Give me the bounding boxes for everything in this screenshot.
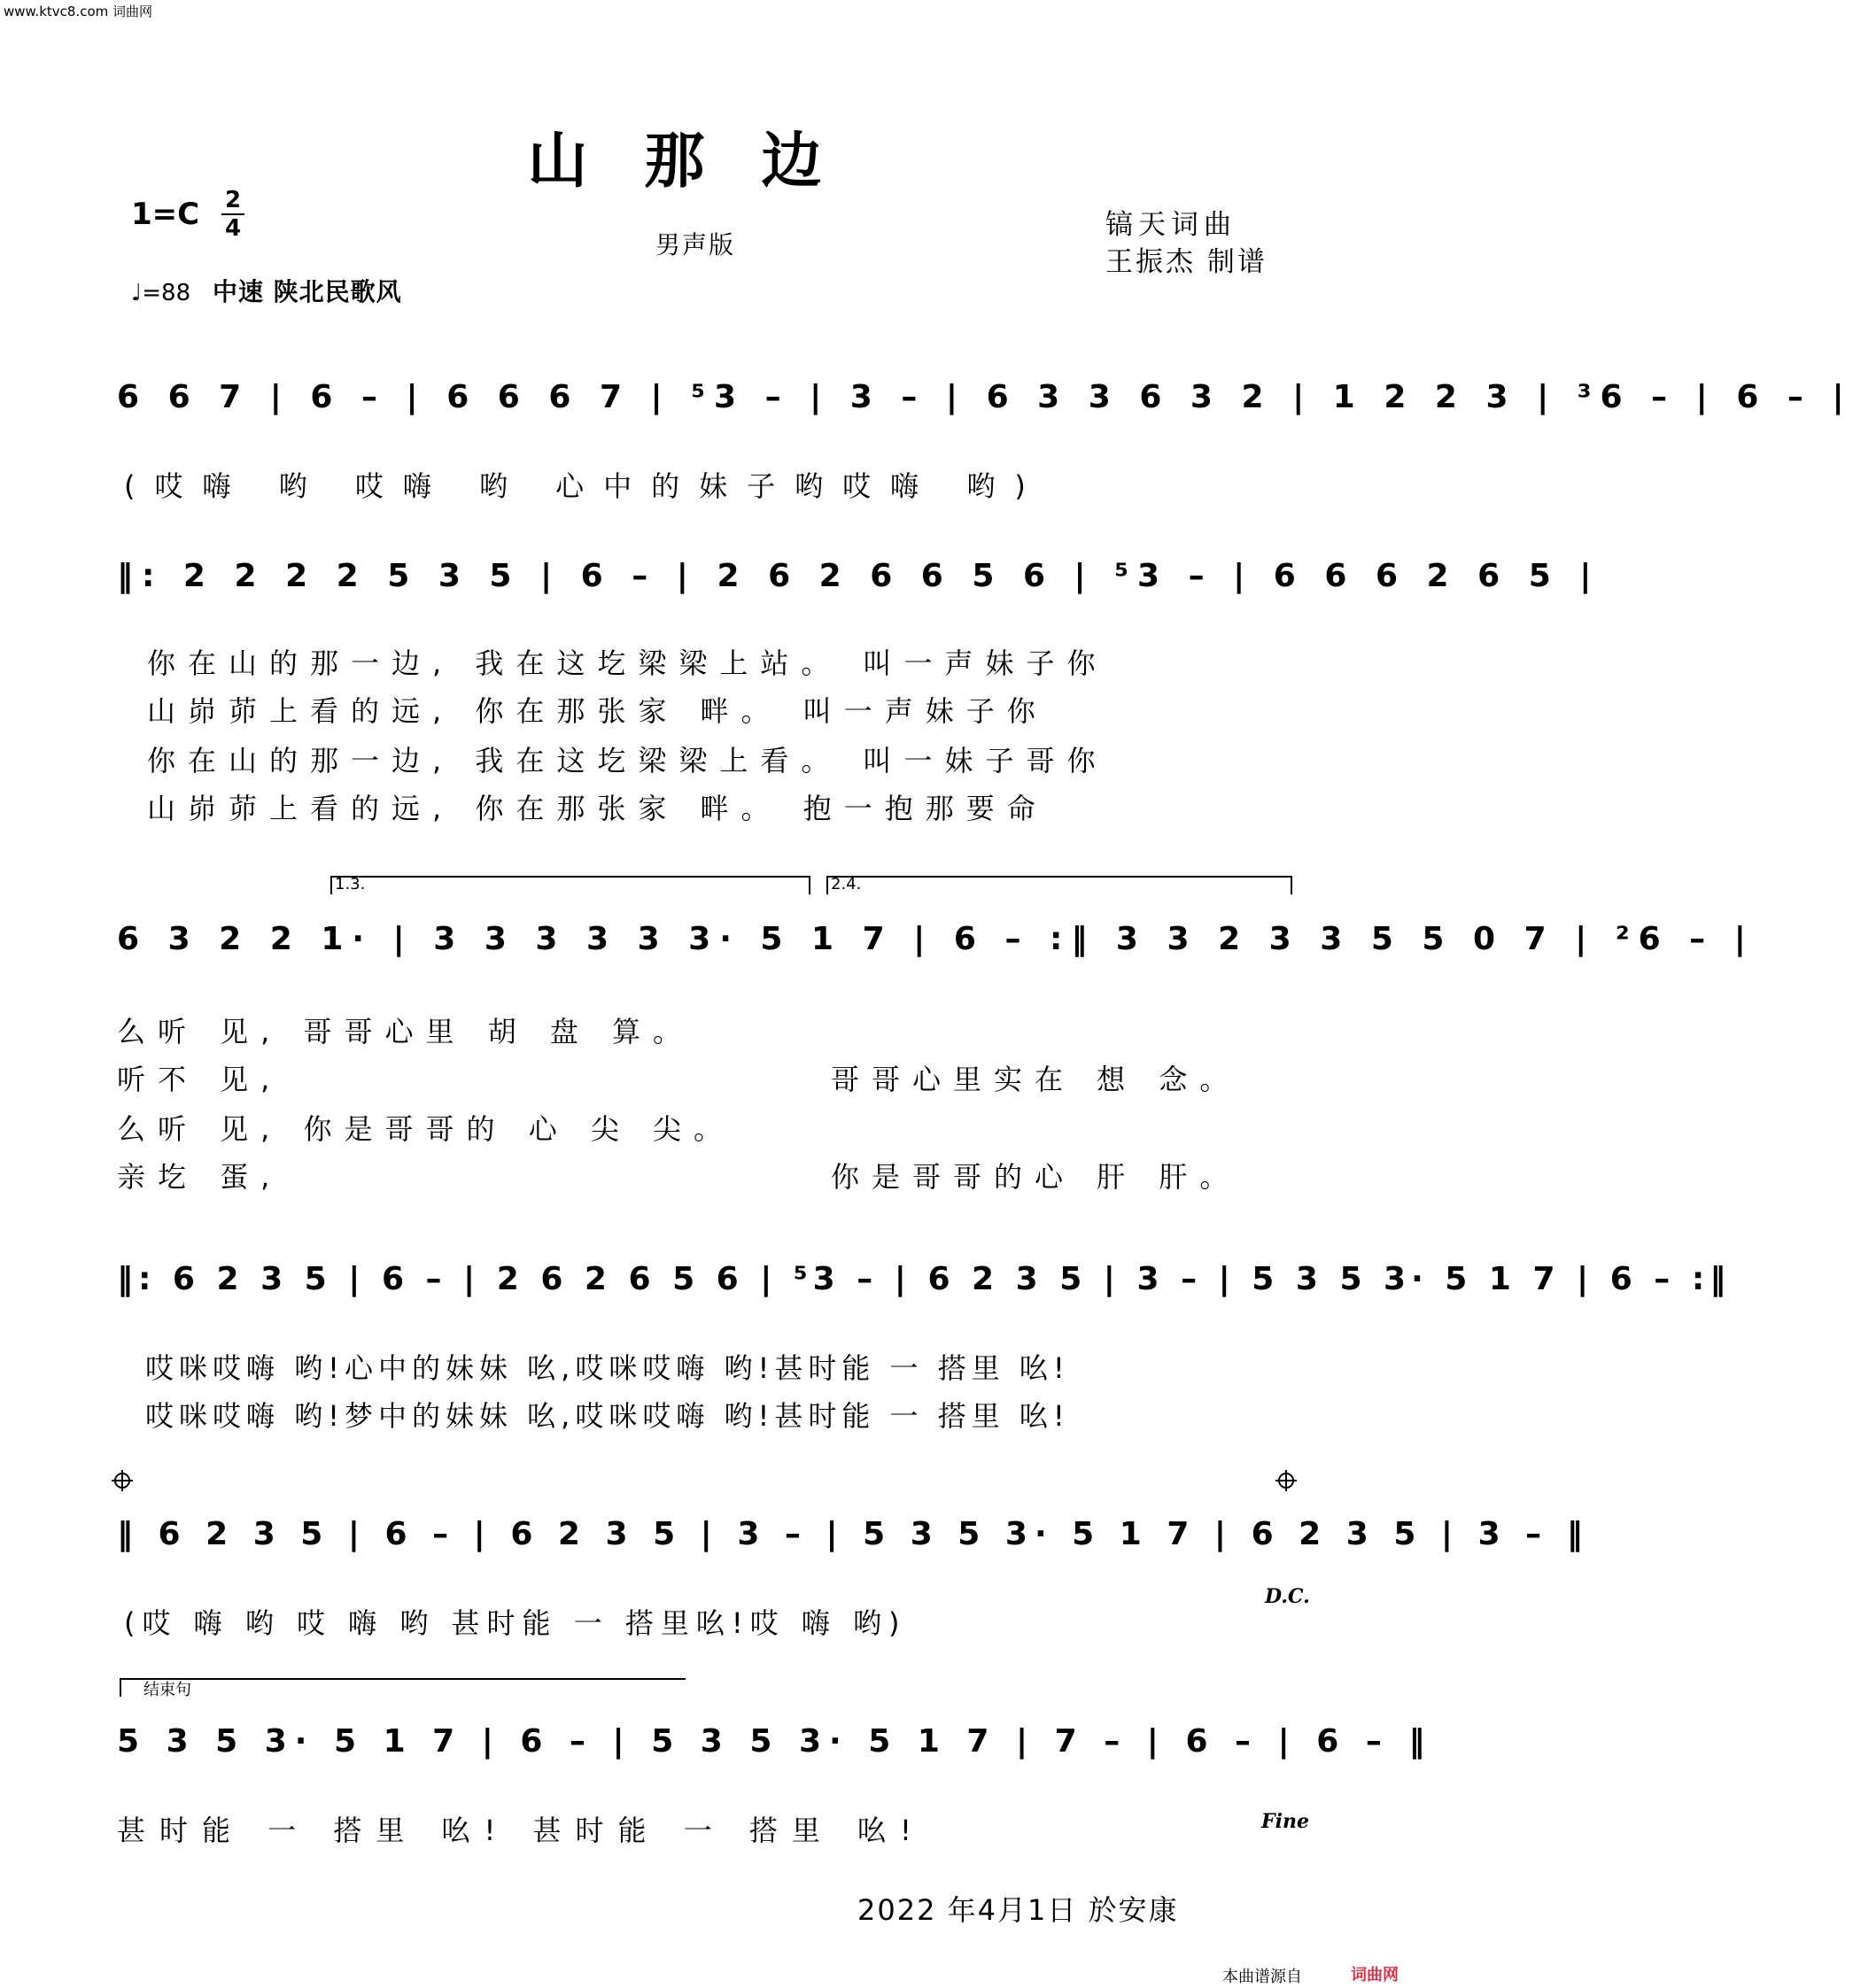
time-signature-bottom: 4	[224, 215, 242, 242]
volta-1-bracket	[331, 877, 810, 894]
notation-line-6: 5 3 5 3· 5 1 7 | 6 – | 5 3 5 3· 5 1 7 | 7 – | 6 – | 6 – ‖	[117, 1723, 1433, 1760]
lyric-line-4-verse-2: 哎咪哎嗨 哟!梦中的妹妹 吆,哎咪哎嗨 哟!甚时能 一 搭里 吆!	[145, 1399, 1070, 1433]
coda-mark-left	[112, 1470, 133, 1491]
version-label: 男声版	[655, 230, 736, 259]
arranger: 王振杰 制谱	[1105, 246, 1268, 278]
volta-2-label: 2.4.	[831, 875, 862, 893]
lyric-line-2-verse-3: 你在山的那一边, 我在这圪梁梁上看。 叫一妹子哥你	[147, 744, 1108, 777]
lyric-line-3-verse-2: 听不 见,	[117, 1063, 283, 1096]
tempo-description: 中速 陕北民歌风	[212, 277, 402, 306]
lyric-line-4-verse-1: 哎咪哎嗨 哟!心中的妹妹 吆,哎咪哎嗨 哟!甚时能 一 搭里 吆!	[145, 1351, 1070, 1385]
coda-mark-right	[1275, 1470, 1297, 1491]
lyric-line-3-verse-4: 亲圪 蛋,	[117, 1160, 283, 1194]
notation-line-3: 6 3 2 2 1· | 3 3 3 3 3 3· 5 1 7 | 6 – :‖ 3 3 2 3 3 5 5 0 7 | ²6 – |	[117, 921, 1755, 957]
notation-line-5: ‖ 6 2 3 5 | 6 – | 6 2 3 5 | 3 – | 5 3 5 3· 5 1 7 | 6 2 3 5 | 3 – ‖	[117, 1516, 1590, 1552]
fine-mark: Fine	[1261, 1810, 1309, 1833]
footer-logo: 词曲网	[1351, 1966, 1399, 1984]
lyric-line-2-verse-2: 山峁茆上看的远, 你在那张家 畔。 叫一声妹子你	[147, 694, 1048, 728]
date-signature: 2022 年4月1日 於安康	[857, 1893, 1179, 1927]
key-signature: 1=C	[131, 197, 200, 232]
tempo-bpm: ♩=88	[131, 280, 191, 306]
site-watermark: www.ktvc8.com 词曲网	[4, 4, 153, 19]
notation-line-2: ‖: 2 2 2 2 5 3 5 | 6 – | 2 6 2 6 6 5 6 | ⁵3 – | 6 6 6 2 6 5 |	[117, 558, 1601, 594]
dc-mark: D.C.	[1265, 1585, 1310, 1608]
lyric-line-6: 甚时能 一 搭里 吆! 甚时能 一 搭里 吆!	[117, 1814, 926, 1847]
volta-2-bracket	[827, 877, 1291, 894]
footer-source: 本曲谱源自	[1222, 1968, 1302, 1986]
lyric-line-5: (哎 嗨 哟 哎 嗨 哟 甚时能 一 搭里吆!哎 嗨 哟)	[124, 1606, 907, 1640]
lyric-line-2-verse-4: 山峁茆上看的远, 你在那张家 畔。 抱一抱那要命	[147, 792, 1048, 825]
lyricist-composer: 镐天词曲	[1105, 209, 1237, 241]
lyric-line-3-verse-4-right: 你是哥哥的心 肝 肝。	[831, 1160, 1241, 1194]
notation-line-1: 6 6 7 | 6 – | 6 6 6 7 | ⁵3 – | 3 – | 6 3 3 6 3 2 | 1 2 2 3 | ³6 – | 6 – |	[117, 379, 1853, 415]
ending-bracket	[120, 1679, 686, 1697]
ending-label: 结束句	[143, 1681, 191, 1699]
lyric-line-1: (哎嗨 哟 哎嗨 哟 心中的妹子哟哎嗨 哟)	[124, 469, 1045, 503]
time-signature-top: 2	[224, 187, 242, 213]
notation-line-4: ‖: 6 2 3 5 | 6 – | 2 6 2 6 5 6 | ⁵3 – | 6 2 3 5 | 3 – | 5 3 5 3· 5 1 7 | 6 – :‖	[117, 1261, 1732, 1297]
lyric-line-2-verse-1: 你在山的那一边, 我在这圪梁梁上站。 叫一声妹子你	[147, 646, 1108, 680]
song-title: 山那边	[527, 126, 879, 197]
lyric-line-3-verse-2-right: 哥哥心里实在 想 念。	[831, 1063, 1241, 1096]
lyric-line-3-verse-3: 么听 见, 你是哥哥的 心 尖 尖。	[117, 1112, 735, 1146]
volta-1-label: 1.3.	[335, 875, 366, 893]
lyric-line-3-verse-1: 么听 见, 哥哥心里 胡 盘 算。	[117, 1015, 694, 1048]
